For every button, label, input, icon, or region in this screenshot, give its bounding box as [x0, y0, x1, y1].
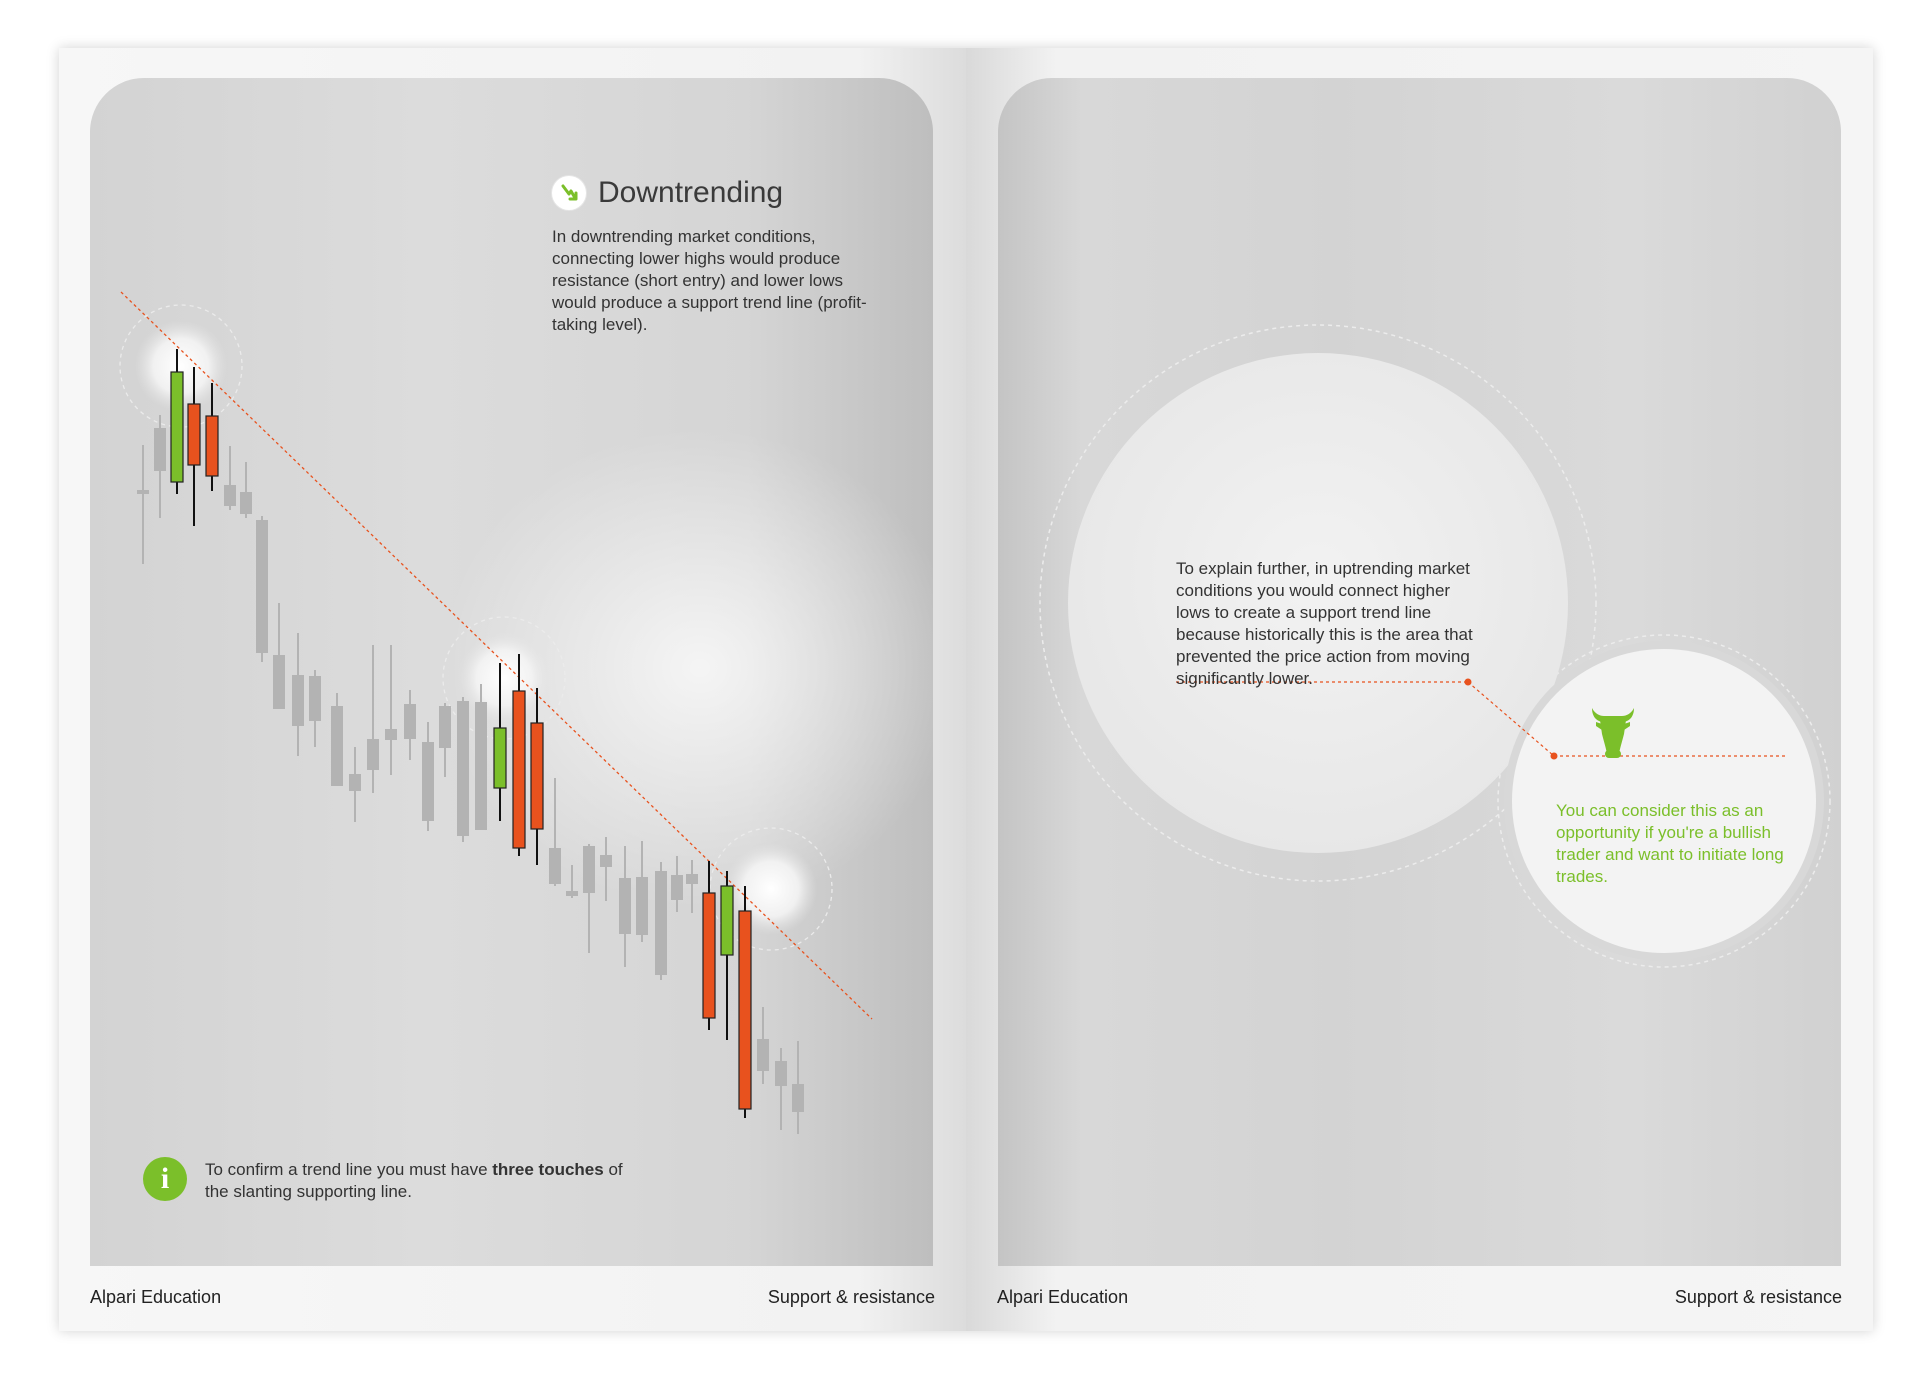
right-panel: [998, 78, 1841, 1266]
candle-body: [549, 848, 561, 884]
left-footer: [90, 1279, 935, 1315]
note-suffix: of the slanting supporting line.: [205, 1160, 623, 1201]
left-panel: [90, 78, 933, 1266]
note-emphasis: three touches: [492, 1160, 604, 1179]
candle-body: [240, 492, 252, 514]
candle-body: [775, 1061, 787, 1086]
candle-body: [531, 723, 543, 829]
candle-body: [757, 1039, 769, 1071]
candle-body: [721, 886, 733, 955]
candle-body: [513, 691, 525, 848]
brochure-spread: [59, 48, 1873, 1331]
candle-body: [422, 742, 434, 821]
candle-body: [494, 728, 506, 788]
footer-brand: Alpari Education: [997, 1286, 1129, 1307]
resistance-trend-line: [121, 292, 872, 1019]
candle-body: [273, 655, 285, 709]
candle-body: [137, 490, 149, 494]
explanation-paragraph: To explain further, in uptrending market conditions you would connect higher lows to create a support trend line because historically this is the area that prevented the price action from moving significantly lower.: [1176, 559, 1473, 688]
note-text: [205, 1159, 625, 1203]
candle-body: [188, 404, 200, 465]
candle-body: [475, 702, 487, 830]
candle-body: [792, 1084, 804, 1112]
page-title: Downtrending: [598, 176, 784, 209]
candle-body: [349, 774, 361, 791]
candle-body: [739, 911, 751, 1109]
candle-body: [703, 893, 715, 1018]
candle-body: [636, 877, 648, 935]
candle-body: [583, 846, 595, 893]
section-heading: [552, 176, 783, 210]
candle-body: [655, 871, 667, 975]
candle-body: [566, 891, 578, 896]
candle-body: [206, 416, 218, 476]
left-page: [59, 48, 966, 1331]
candle-body: [619, 878, 631, 934]
right-page: [966, 48, 1873, 1331]
candle-body: [367, 739, 379, 770]
candle-body: [385, 729, 397, 740]
candle-body: [671, 875, 683, 900]
footer-section: Support & resistance: [767, 1286, 935, 1307]
footer-brand: Alpari Education: [90, 1286, 222, 1307]
info-icon: i: [143, 1157, 187, 1201]
candle-body: [154, 428, 166, 471]
note-prefix: To confirm a trend line you must have: [205, 1160, 493, 1179]
callout-dot-2: [1551, 753, 1558, 760]
candle-body: [600, 855, 612, 867]
intro-paragraph: In downtrending market conditions, connecting lower highs would produce resistance (short entry) and lower lows would produce a support trend line (profit-taking level).: [552, 227, 867, 334]
candle-body: [331, 706, 343, 786]
bull-head-icon: [1588, 704, 1638, 764]
candle-body: [686, 874, 698, 884]
info-note: [143, 1157, 625, 1203]
footer-section: Support & resistance: [1674, 1286, 1842, 1307]
right-footer: [997, 1279, 1842, 1315]
candle-body: [457, 701, 469, 836]
candle-body: [292, 675, 304, 726]
downtrend-arrow-icon: [552, 176, 586, 210]
opportunity-callout: You can consider this as an opportunity if you're a bullish trader and want to initiate long trades.: [1556, 801, 1784, 886]
candle-body: [309, 676, 321, 721]
candle-body: [224, 485, 236, 506]
candle-body: [439, 706, 451, 748]
candle-body: [256, 520, 268, 653]
candle-body: [171, 372, 183, 482]
candle-body: [404, 704, 416, 739]
